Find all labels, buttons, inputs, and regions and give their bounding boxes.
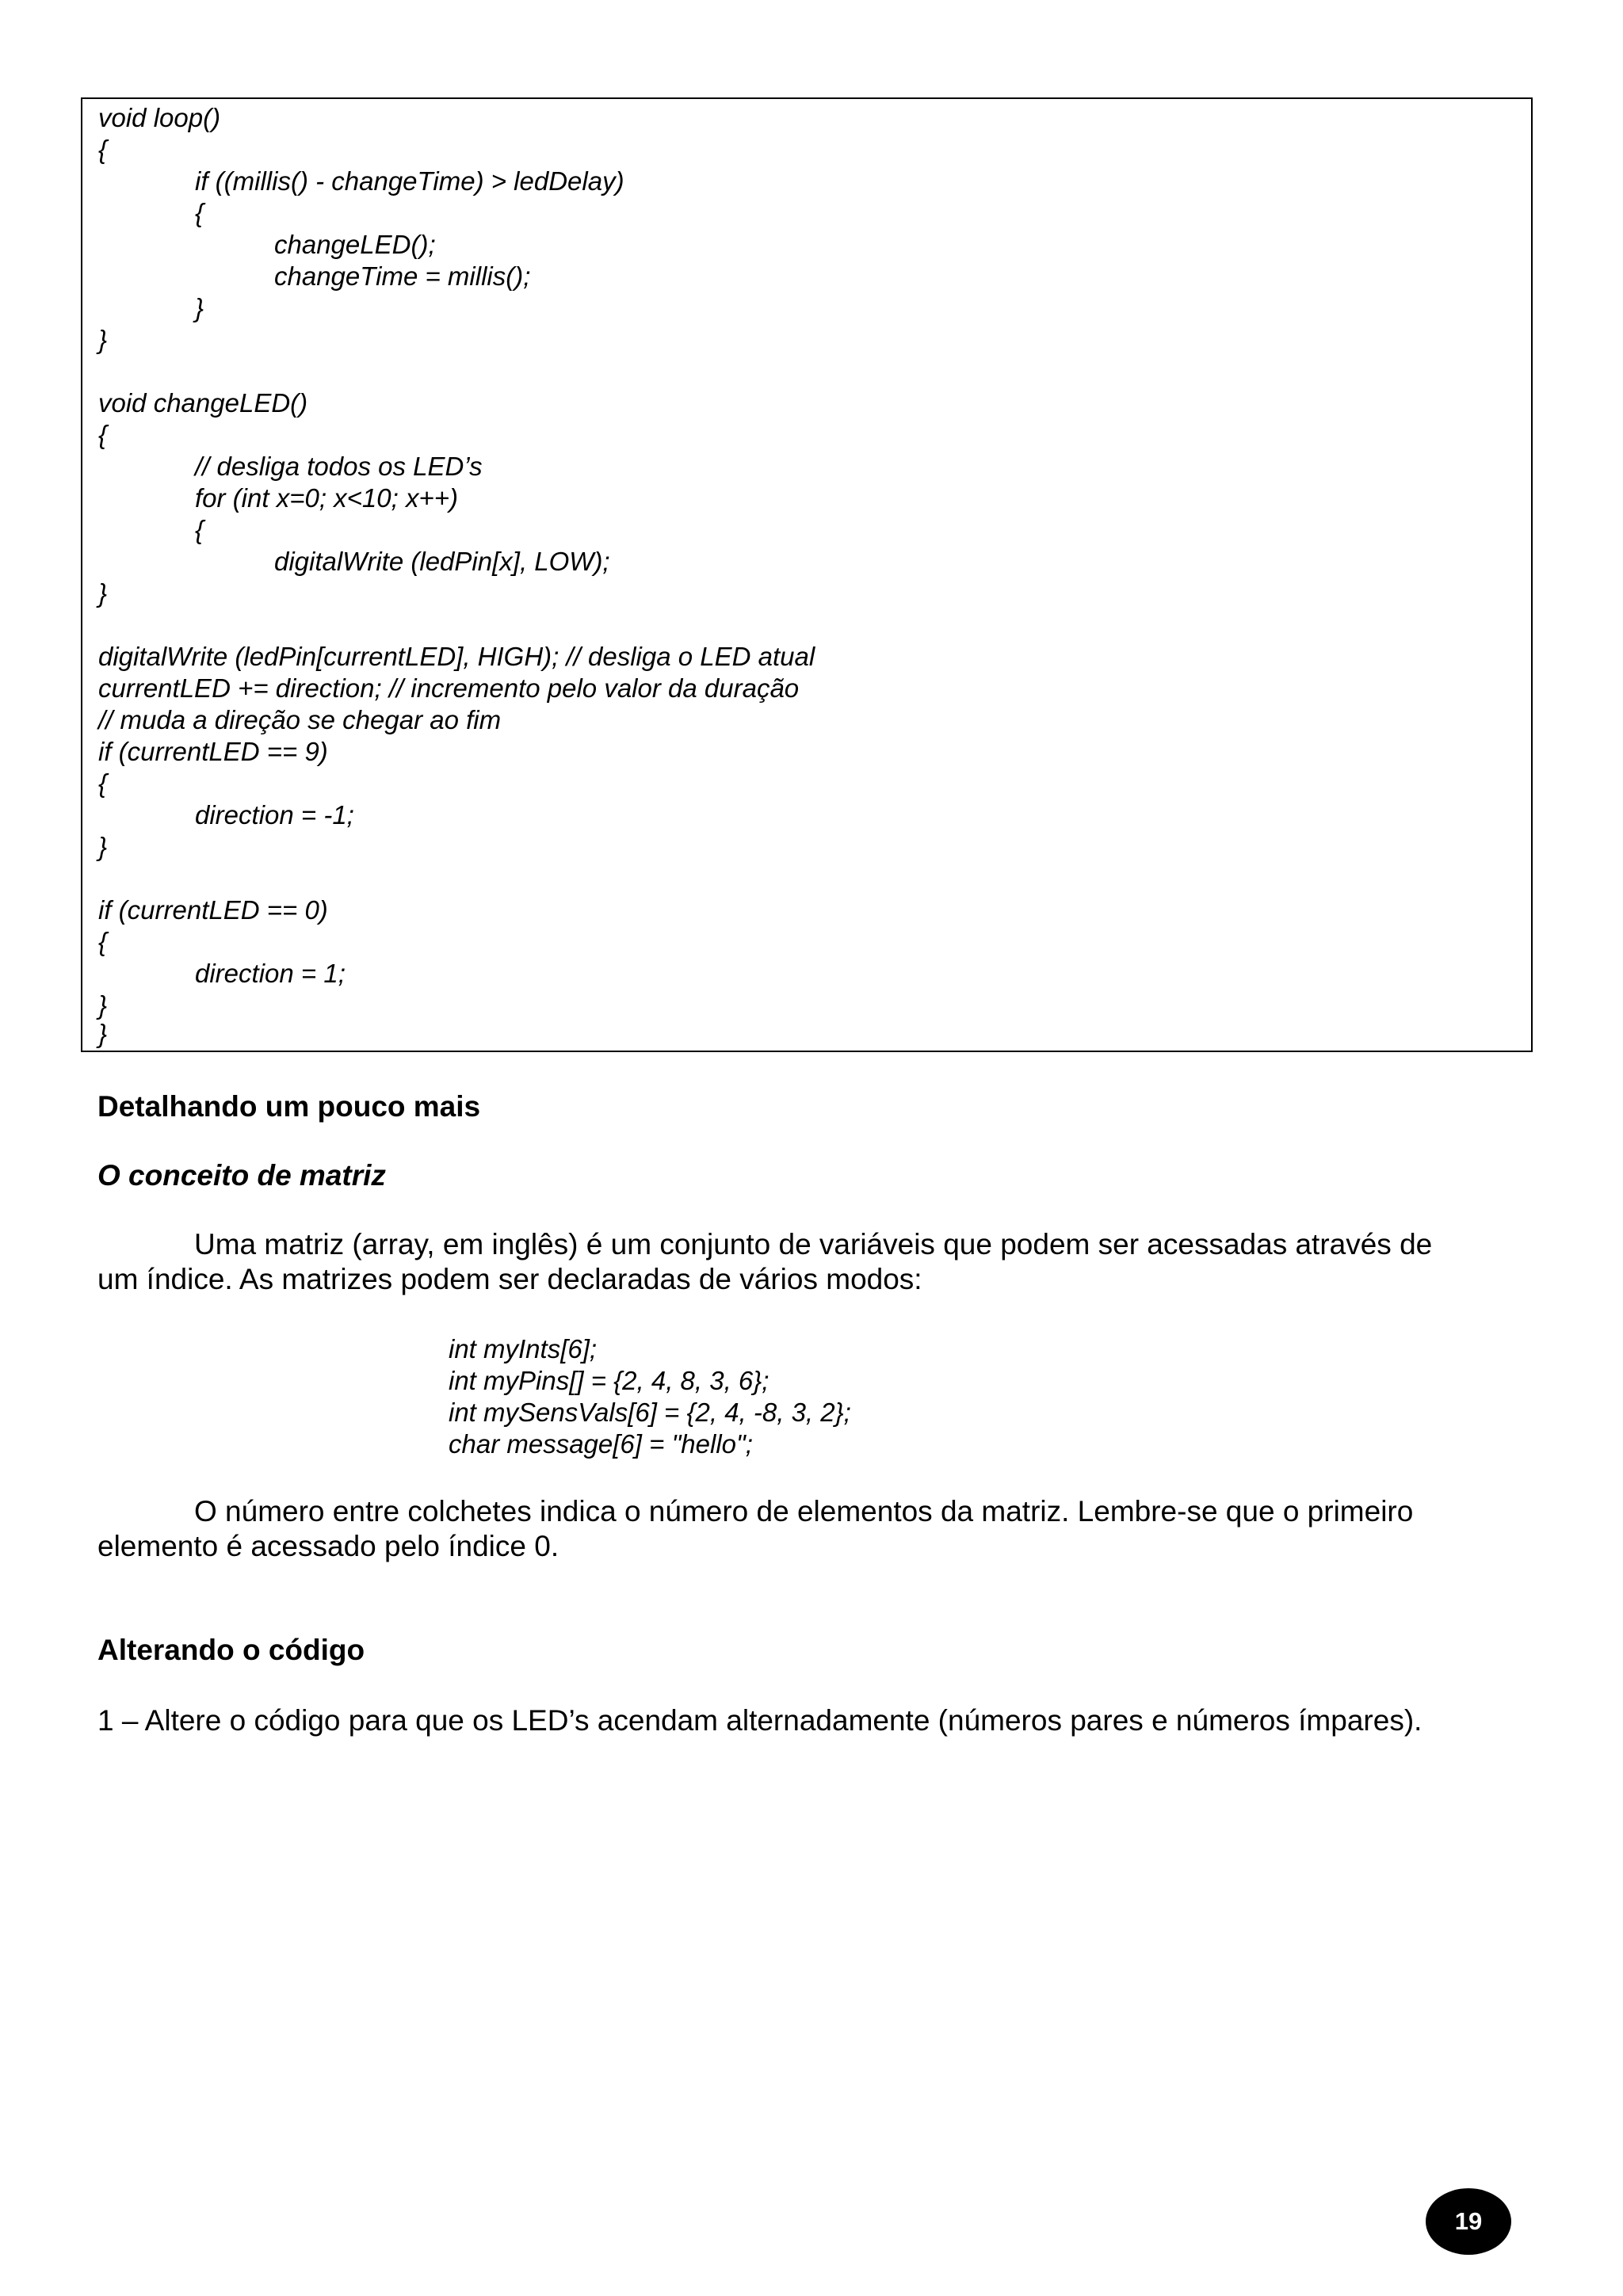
paragraph-line: um índice. As matrizes podem ser declaradas de vários modos: bbox=[97, 1263, 922, 1295]
code-line: direction = -1; bbox=[195, 800, 354, 830]
paragraph-line bbox=[97, 1227, 1508, 1262]
paragraph-line: elemento é acessado pelo índice 0. bbox=[97, 1530, 559, 1562]
code-line: if (currentLED == 0) bbox=[98, 895, 328, 925]
section-heading: Alterando o código bbox=[97, 1634, 365, 1666]
code-line: for (int x=0; x<10; x++) bbox=[195, 483, 458, 513]
code-line: { bbox=[195, 198, 204, 227]
code-line: } bbox=[98, 1019, 108, 1048]
code-line: { bbox=[98, 927, 108, 956]
snippet-line: char message[6] = "hello"; bbox=[449, 1429, 753, 1459]
page-number: 19 bbox=[1454, 2207, 1483, 2235]
paragraph-text: Uma matriz (array, em inglês) é um conjunto de variáveis que podem ser acessadas através de bbox=[194, 1228, 1433, 1261]
code-line: } bbox=[98, 990, 108, 1020]
code-line: { bbox=[195, 515, 204, 544]
snippet-line: int mySensVals[6] = {2, 4, -8, 3, 2}; bbox=[449, 1398, 851, 1427]
code-line: void loop() bbox=[98, 103, 221, 132]
code-line: { bbox=[98, 769, 108, 798]
code-line: } bbox=[195, 293, 204, 322]
paragraph-line bbox=[97, 1494, 1508, 1529]
code-line: } bbox=[98, 832, 108, 861]
list-item: 1 – Altere o código para que os LED’s acendam alternadamente (números pares e números ímpares). bbox=[97, 1704, 1423, 1737]
section-subheading: O conceito de matriz bbox=[97, 1159, 386, 1192]
code-line: if (currentLED == 9) bbox=[98, 737, 328, 766]
code-line: { bbox=[98, 135, 108, 164]
code-line: direction = 1; bbox=[195, 959, 346, 988]
page-number-badge bbox=[1426, 2188, 1511, 2255]
code-line: digitalWrite (ledPin[x], LOW); bbox=[274, 547, 610, 576]
snippet-line: int myInts[6]; bbox=[449, 1334, 598, 1363]
code-line: if ((millis() - changeTime) > ledDelay) bbox=[195, 166, 624, 196]
code-line: // muda a direção se chegar ao fim bbox=[98, 705, 502, 734]
snippet-line: int myPins[] = {2, 4, 8, 3, 6}; bbox=[449, 1366, 769, 1395]
code-line: } bbox=[98, 578, 108, 608]
code-line: changeTime = millis(); bbox=[274, 261, 531, 291]
code-block bbox=[81, 97, 1533, 1052]
section-heading: Detalhando um pouco mais bbox=[97, 1090, 481, 1123]
code-line: } bbox=[98, 325, 108, 354]
code-line: digitalWrite (ledPin[currentLED], HIGH); // desliga o LED atual bbox=[98, 642, 815, 671]
paragraph-text: O número entre colchetes indica o número de elementos da matriz. Lembre-se que o primeiro bbox=[194, 1495, 1414, 1527]
code-line: // desliga todos os LED’s bbox=[195, 452, 483, 481]
code-line: { bbox=[98, 420, 108, 449]
code-line: currentLED += direction; // incremento pelo valor da duração bbox=[98, 673, 800, 703]
code-line: void changeLED() bbox=[98, 388, 308, 418]
code-line: changeLED(); bbox=[274, 230, 436, 259]
